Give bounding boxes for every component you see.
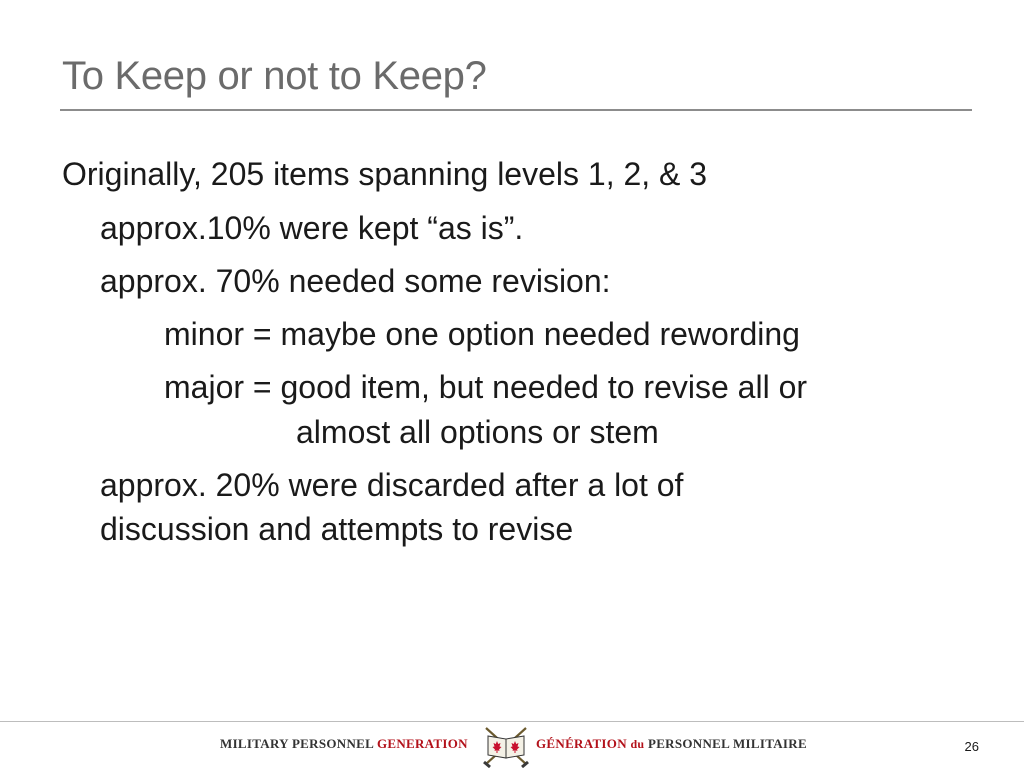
footer-english-name [220, 736, 468, 752]
footer [0, 722, 1024, 768]
body-line-5: major = good item, but needed to revise all or [164, 369, 808, 405]
body-line-2: approx.10% were kept “as is”. [100, 210, 524, 246]
maple-leaf-book-crest-icon [480, 724, 532, 768]
footer-french-accent: GÉNÉRATION [536, 736, 627, 751]
body-line-4: minor = maybe one option needed rewording [164, 316, 800, 352]
footer-french-suffix: PERSONNEL MILITAIRE [647, 736, 807, 751]
body-line-3: approx. 70% needed some revision: [100, 263, 611, 299]
body-line-6: almost all options or stem [296, 414, 659, 450]
slide-title: To Keep or not to Keep? [62, 54, 487, 98]
footer-english-prefix: MILITARY PERSONNEL [220, 736, 374, 751]
footer-english-accent: GENERATION [376, 736, 468, 751]
footer-french-du: du [630, 737, 645, 751]
body-line-1: Originally, 205 items spanning levels 1, 2, & 3 [62, 156, 708, 192]
page-number: 26 [964, 739, 979, 754]
body-line-8: discussion and attempts to revise [100, 511, 574, 547]
body-line-7: approx. 20% were discarded after a lot of [100, 467, 684, 503]
footer-french-name [536, 736, 807, 752]
